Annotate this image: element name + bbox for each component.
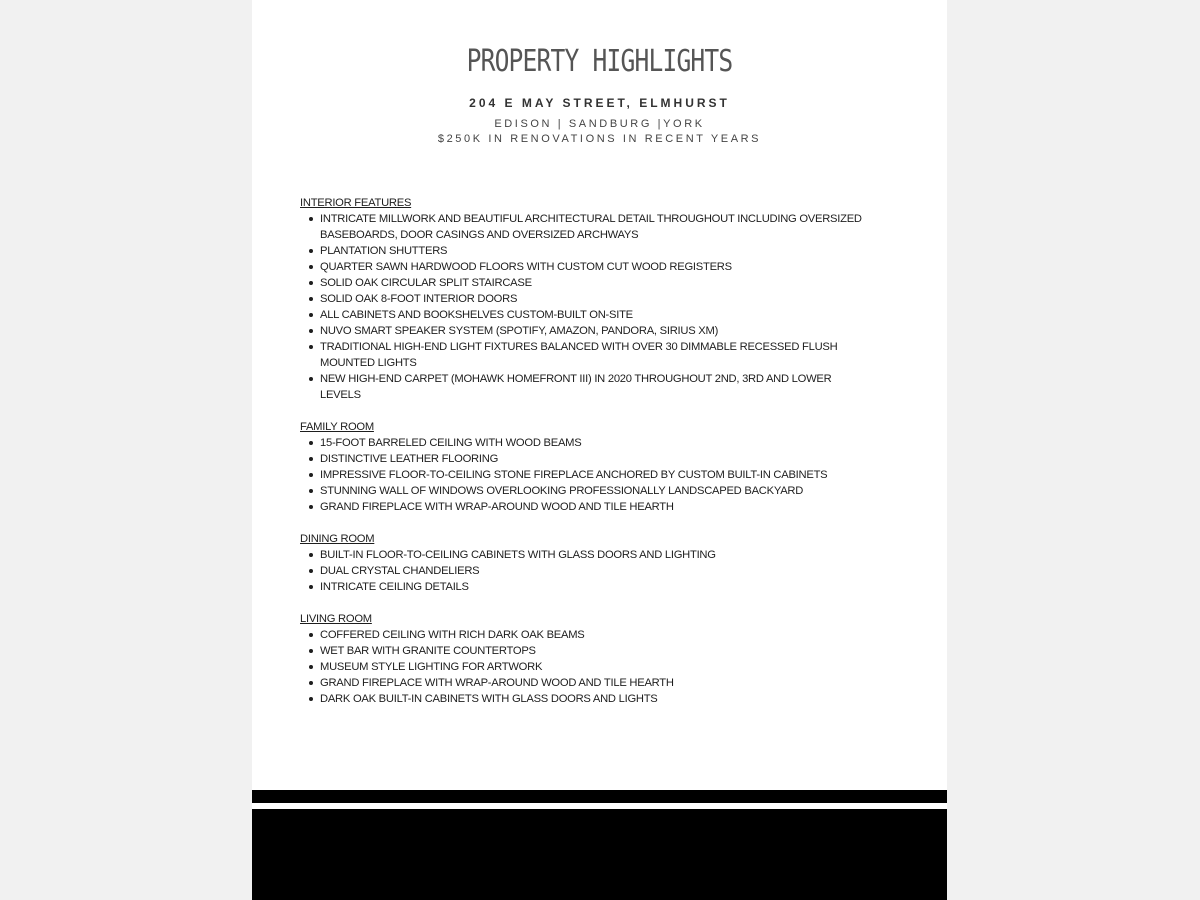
renovations-note: $250K IN RENOVATIONS IN RECENT YEARS <box>437 133 762 145</box>
footer-band-thick <box>252 809 947 900</box>
section-heading: INTERIOR FEATURES <box>300 197 412 209</box>
list-item: COFFERED CEILING WITH RICH DARK OAK BEAMS <box>320 627 870 643</box>
list-item: DARK OAK BUILT-IN CABINETS WITH GLASS DOORS AND LIGHTS <box>320 691 870 707</box>
list-item: NEW HIGH-END CARPET (MOHAWK HOMEFRONT III) IN 2020 THROUGHOUT 2ND, 3RD AND LOWER LEVELS <box>320 371 870 403</box>
section-dining-room <box>300 531 870 595</box>
list-item: DISTINCTIVE LEATHER FLOORING <box>320 451 870 467</box>
list-item: ALL CABINETS AND BOOKSHELVES CUSTOM-BUILT ON-SITE <box>320 307 870 323</box>
section-living-room <box>300 611 870 707</box>
property-address: 204 E MAY STREET, ELMHURST <box>469 96 730 110</box>
school-list: EDISON | SANDBURG |YORK <box>494 118 705 130</box>
footer-band-thin <box>252 790 947 803</box>
section-heading: DINING ROOM <box>300 533 375 545</box>
list-item: SOLID OAK CIRCULAR SPLIT STAIRCASE <box>320 275 870 291</box>
list-item: TRADITIONAL HIGH-END LIGHT FIXTURES BALANCED WITH OVER 30 DIMMABLE RECESSED FLUSH MOUNTED LIGHTS <box>320 339 870 371</box>
bullet-list <box>300 547 870 595</box>
list-item: QUARTER SAWN HARDWOOD FLOORS WITH CUSTOM CUT WOOD REGISTERS <box>320 259 870 275</box>
bullet-list <box>300 627 870 707</box>
list-item: GRAND FIREPLACE WITH WRAP-AROUND WOOD AND TILE HEARTH <box>320 675 870 691</box>
list-item: STUNNING WALL OF WINDOWS OVERLOOKING PROFESSIONALLY LANDSCAPED BACKYARD <box>320 483 870 499</box>
page-title: PROPERTY HIGHLIGHTS <box>466 44 733 79</box>
list-item: INTRICATE CEILING DETAILS <box>320 579 870 595</box>
bullet-list <box>300 435 870 515</box>
list-item: GRAND FIREPLACE WITH WRAP-AROUND WOOD AND TILE HEARTH <box>320 499 870 515</box>
highlights-content <box>300 195 870 723</box>
list-item: MUSEUM STYLE LIGHTING FOR ARTWORK <box>320 659 870 675</box>
list-item: WET BAR WITH GRANITE COUNTERTOPS <box>320 643 870 659</box>
list-item: BUILT-IN FLOOR-TO-CEILING CABINETS WITH GLASS DOORS AND LIGHTING <box>320 547 870 563</box>
list-item: DUAL CRYSTAL CHANDELIERS <box>320 563 870 579</box>
section-interior-features <box>300 195 870 403</box>
section-heading: FAMILY ROOM <box>300 421 374 433</box>
section-heading: LIVING ROOM <box>300 613 372 625</box>
list-item: NUVO SMART SPEAKER SYSTEM (SPOTIFY, AMAZON, PANDORA, SIRIUS XM) <box>320 323 870 339</box>
bullet-list <box>300 211 870 403</box>
list-item: IMPRESSIVE FLOOR-TO-CEILING STONE FIREPLACE ANCHORED BY CUSTOM BUILT-IN CABINETS <box>320 467 870 483</box>
list-item: PLANTATION SHUTTERS <box>320 243 870 259</box>
list-item: SOLID OAK 8-FOOT INTERIOR DOORS <box>320 291 870 307</box>
section-family-room <box>300 419 870 515</box>
list-item: 15-FOOT BARRELED CEILING WITH WOOD BEAMS <box>320 435 870 451</box>
list-item: INTRICATE MILLWORK AND BEAUTIFUL ARCHITECTURAL DETAIL THROUGHOUT INCLUDING OVERSIZED BASEBOARDS, DOOR CASINGS AND OVERSIZED ARCHWAYS <box>320 211 870 243</box>
document-page <box>252 0 947 900</box>
